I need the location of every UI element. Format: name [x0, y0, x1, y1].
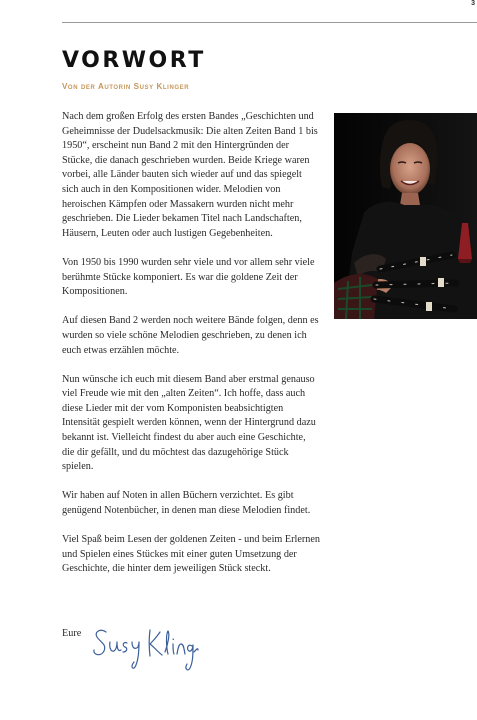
signature-icon: [90, 622, 200, 680]
paragraph-6: Viel Spaß beim Lesen der goldenen Zeiten - und beim Erlernen und Spielen eines Stückes mit einer guten Umsetzung der Geschichte, die hinter dem jeweiligen Stück steckt.: [62, 534, 320, 575]
author-photo: [334, 113, 477, 319]
author-portrait-icon: [334, 113, 477, 319]
paragraph-5: Wir haben auf Noten in allen Büchern verzichtet. Es gibt genügend Notenbücher, in denen man diese Melodien findet.: [62, 490, 311, 517]
page-title: VORWORT: [62, 48, 206, 73]
header-rule: [62, 22, 477, 23]
page-number: 3: [471, 0, 475, 7]
signoff: Eure: [62, 628, 82, 639]
paragraph-1: Nach dem großen Erfolg des ersten Bandes „Geschichten und Geheimnisse der Dudelsackmusik: Die alten Zeiten Band 1 bis 1950“, erscheint nun Band 2 mit den Hintergründen der Stücke, die danach geschrieben wurden. Beide Kriege waren vorbei, alle Länder bauten sich wieder auf und das spiegelt sich auch in den Kompositionen wider. Melodien von heroischen Kämpfen oder Massakern wurden nicht mehr geschrieben. Die Lieder bekamen Titel nach Landschaften, Häusern, Leuten oder auch lustigen Gegebenheiten.: [62, 111, 318, 239]
foreword-text: [62, 110, 320, 592]
page-subtitle: Von der Autorin Susy Klinger: [62, 82, 190, 91]
paragraph-2: Von 1950 bis 1990 wurden sehr viele und vor allem sehr viele berühmte Stücke komponiert. Es war die goldene Zeit der Kompositionen.: [62, 256, 315, 298]
paragraph-3: Auf diesen Band 2 werden noch weitere Bände folgen, denn es wurden so viele schöne Melodien geschrieben, zu denen ich euch etwas erzählen möchte.: [62, 315, 319, 356]
paragraph-4: Nun wünsche ich euch mit diesem Band aber erstmal genauso viel Freude wie mit den „alten Zeiten“. Ich hoffe, dass auch diese Lieder mit der vom Komponisten beabsichtigten Intensität gespielt werden können, wenn der Hintergrund dazu bekannt ist. Vielleicht findest du aber auch eine Geschichte, die dir gefällt, und du möchtest das dazugehörige Stück spielen.: [62, 373, 316, 473]
